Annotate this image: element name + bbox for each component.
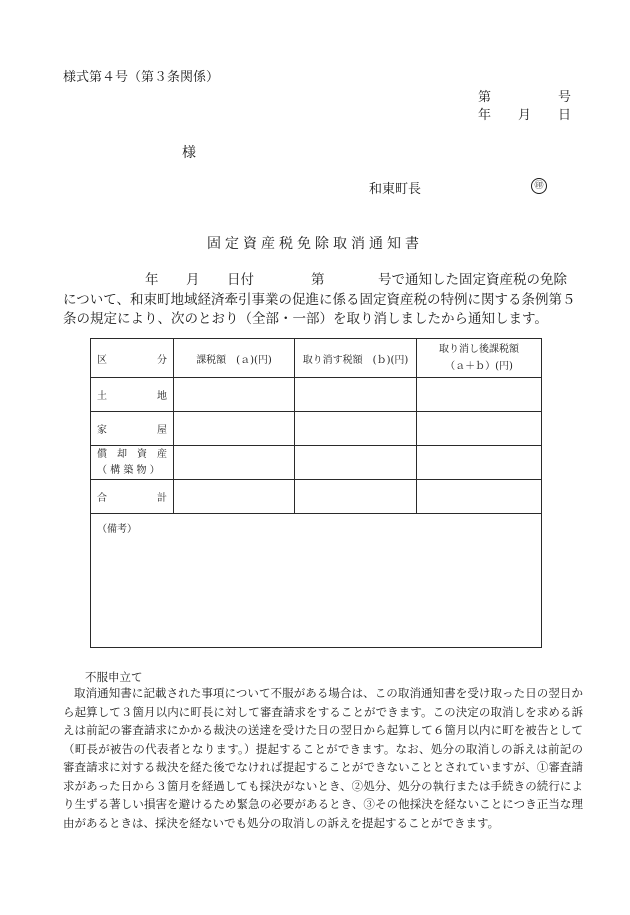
header-after-amount	[417, 339, 542, 378]
row-label-line-1: 償 却 資 産	[97, 448, 167, 460]
table-cell	[295, 378, 417, 412]
notes-row	[91, 514, 542, 648]
row-label-char-a: 合	[97, 493, 107, 504]
header-after-amount-line-2: （ａ＋ｂ）(円)	[445, 361, 513, 372]
row-label-land	[91, 378, 174, 412]
row-label-char-a: 土	[97, 391, 107, 402]
body-line-1-tail: 号で通知した固定資産税の免除	[378, 272, 567, 288]
table-cell	[295, 480, 417, 514]
table-header-row	[91, 339, 542, 378]
body-no-prefix: 第	[311, 272, 325, 288]
appeal-heading: 不服申立て	[85, 670, 143, 684]
document-number	[478, 86, 571, 105]
table-cell	[295, 446, 417, 480]
body-line-3: 条の規定により、次のとおり（全部・一部）を取り消しましたから通知します。	[63, 311, 548, 327]
table-row	[91, 480, 542, 514]
seal-mark: ㊞	[531, 178, 547, 194]
row-label-total	[91, 480, 174, 514]
table-cell	[295, 412, 417, 446]
table-cell	[174, 480, 295, 514]
notes-label: （備考）	[97, 524, 137, 535]
header-cancel-amount: 取り消す税額 (ｂ)(円)	[295, 339, 417, 378]
row-label-char-b: 地	[157, 391, 167, 402]
form-number: 様式第４号（第３条関係）	[63, 70, 220, 85]
table-cell	[417, 412, 542, 446]
table-row	[91, 412, 542, 446]
table-cell	[174, 412, 295, 446]
month-label: 月	[517, 108, 531, 123]
table-cell	[417, 378, 542, 412]
header-after-amount-line-1: 取り消し後課税額	[439, 344, 519, 355]
table-cell	[417, 446, 542, 480]
table-cell	[417, 480, 542, 514]
table-cell	[174, 446, 295, 480]
body-month: 月	[186, 272, 200, 288]
row-label-line-2: （ 構 築 物 ）	[97, 464, 160, 476]
header-category-b: 分	[157, 354, 167, 366]
number-prefix: 第	[478, 90, 492, 105]
body-year: 年	[145, 272, 159, 288]
year-label: 年	[478, 108, 492, 123]
notes-cell	[91, 514, 542, 648]
header-tax-amount: 課税額 (ａ)(円)	[174, 339, 295, 378]
row-label-char-b: 計	[157, 493, 167, 504]
row-label-char-b: 屋	[157, 425, 167, 436]
issuer-name: 和東町長	[369, 182, 422, 197]
number-suffix: 号	[557, 90, 571, 105]
day-label: 日	[557, 108, 571, 123]
header-category-a: 区	[97, 354, 107, 366]
document-title: 固定資産税免除取消通知書	[207, 236, 423, 252]
header-category	[91, 339, 174, 378]
addressee: 様	[182, 145, 196, 161]
table-row	[91, 378, 542, 412]
row-label-depreciable	[91, 446, 174, 480]
issue-date	[478, 104, 571, 123]
row-label-house	[91, 412, 174, 446]
tax-table	[90, 338, 542, 648]
body-line-2: について、和束町地域経済牽引事業の促進に係る固定資産税の特例に関する条例第５	[63, 292, 576, 308]
appeal-text: 取消通知書に記載された事項について不服がある場合は、この取消通知書を受け取った日の翌日から起算して３箇月以内に町長に対して審査請求をすることができます。この決定の取消しを求める訴えは前記の審査請求にかかる裁決の送達を受けた日の翌日から起算して６箇月以内に町を被告として（町長が被告の代表者となります。）提起することができます。なお、処分の取消しの訴えは前記の審査請求に対する裁決を経た後でなければ提起することができないこととされていますが、①審査請求があった日から３箇月を経過しても採決がないとき、②処分、処分の執行または手続きの続行により生ずる著しい損害を避けるため緊急の必要があるとき、③その他採決を経ないことにつき正当な理由があるときは、採決を経ないでも処分の取消しの訴えを提起することができます。	[63, 686, 583, 830]
table-cell	[174, 378, 295, 412]
table-row	[91, 446, 542, 480]
row-label-char-a: 家	[97, 425, 107, 436]
body-day: 日付	[227, 272, 254, 288]
